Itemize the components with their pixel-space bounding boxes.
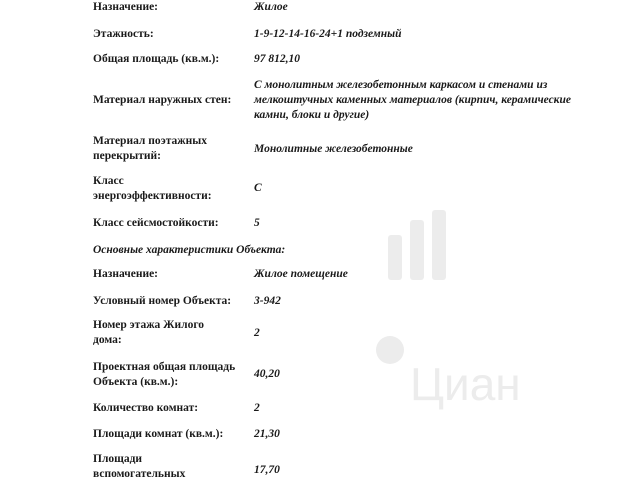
obj-number-value: 3-942 xyxy=(254,295,281,307)
row-total-area-value: 97 812,10 xyxy=(254,53,300,65)
obj-purpose-value: Жилое помещение xyxy=(254,268,348,280)
obj-area-label: Проектная общая площадь Объекта (кв.м.): xyxy=(93,361,236,388)
obj-floor-value: 2 xyxy=(254,327,260,339)
row-wall-material-value: С монолитным железобетонным каркасом и стенами из мелкоштучных каменных материалов (кирпич, керамические камни, блоки и другие) xyxy=(254,79,572,121)
obj-room-areas-value: 21,30 xyxy=(254,428,280,440)
row-seismic-class-value: 5 xyxy=(254,217,260,229)
watermark-logo xyxy=(300,200,540,420)
obj-aux-areas-value: 17,70 xyxy=(254,464,280,476)
row-purpose-label: Назначение: xyxy=(93,1,159,13)
row-floor-slabs-value: Монолитные железобетонные xyxy=(254,143,413,155)
row-energy-class-label: Класс энергоэффективности: xyxy=(93,175,212,202)
obj-area-value: 40,20 xyxy=(254,368,280,380)
row-wall-material-label: Материал наружных стен: xyxy=(93,94,232,106)
obj-rooms-label: Количество комнат: xyxy=(93,402,199,414)
obj-aux-areas-label: Площади вспомогательных xyxy=(93,453,186,480)
row-energy-class-value: C xyxy=(254,182,262,194)
obj-floor-label: Номер этажа Жилого дома: xyxy=(93,319,205,346)
row-floors-value: 1-9-12-14-16-24+1 подземный xyxy=(254,28,402,40)
row-floor-slabs-label: Материал поэтажных перекрытий: xyxy=(93,135,207,162)
row-floors-label: Этажность: xyxy=(93,28,154,40)
watermark-text: Циан xyxy=(410,358,521,410)
row-seismic-class-label: Класс сейсмостойкости: xyxy=(93,217,219,229)
section-title: Основные характеристики Объекта: xyxy=(93,244,286,256)
obj-room-areas-label: Площади комнат (кв.м.): xyxy=(93,428,224,440)
row-total-area-label: Общая площадь (кв.м.): xyxy=(93,53,220,65)
obj-purpose-label: Назначение: xyxy=(93,268,159,280)
row-purpose-value: Жилое xyxy=(254,1,288,13)
obj-number-label: Условный номер Объекта: xyxy=(93,295,232,307)
obj-rooms-value: 2 xyxy=(254,402,260,414)
